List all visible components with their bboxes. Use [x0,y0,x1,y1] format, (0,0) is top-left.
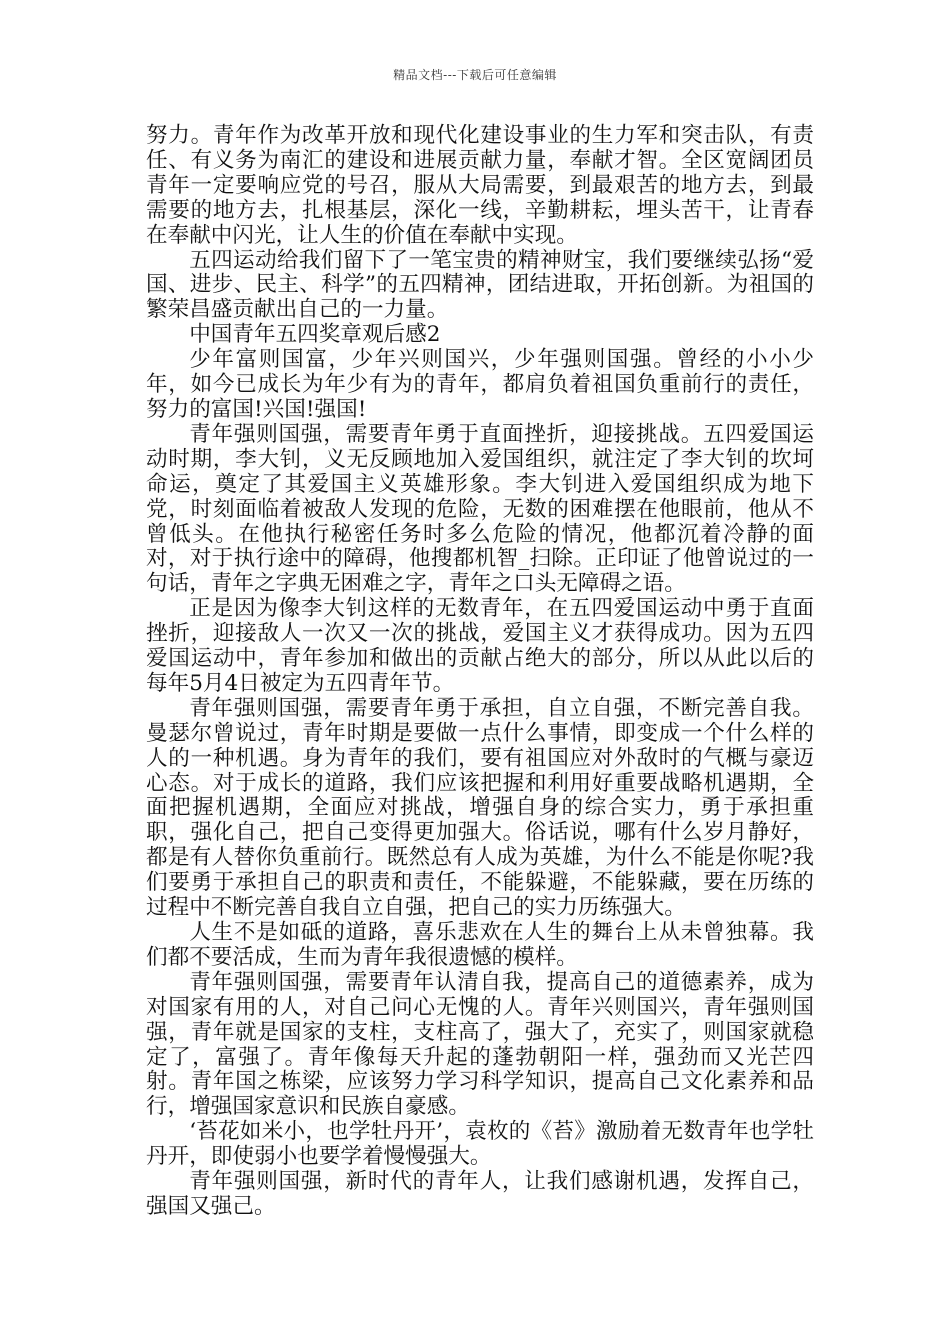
paragraph-7: 青年强则国强，需要青年勇于承担，自立自强，不断完善自我。曼瑟尔曾说过，青年时期是要做一点什么事情，即变成一个什么样的人的一种机遇。身为青年的我们，要有祖国应对外敌时的气概与豪迈心态。对于成长的道路，我们应该把握和利用好重要战略机遇期，全面把握机遇期，全面应对挑战，增强自身的综合实力，勇于承担重职，强化自己，把自己变得更加强大。俗话说，哪有什么岁月静好，都是有人替你负重前行。既然总有人成为英雄，为什么不能是你呢?我们要勇于承担自己的职责和责任，不能躲避，不能躲藏，要在历练的过程中不断完善自我自立自强，把自己的实力历练强大。 [146,695,814,921]
page-header: 精品文档---下载后可任意编辑 [393,68,557,82]
paragraph-6: 正是因为像李大钊这样的无数青年，在五四爱国运动中勇于直面挫折，迎接敌人一次又一次的挑战，爱国主义才获得成功。因为五四爱国运动中，青年参加和做出的贡献占绝大的部分，所以从此以后的每年5月4日被定为五四青年节。 [146,596,814,696]
paragraph-1: 努力。青年作为改革开放和现代化建设事业的生力军和突击队，有责任、有义务为南汇的建设和进展贡献力量，奉献才智。全区宽阔团员青年一定要响应党的号召，服从大局需要，到最艰苦的地方去，到最需要的地方去，扎根基层，深化一线，辛勤耕耘，埋头苦干，让青春在奉献中闪光，让人生的价值在奉献中实现。 [146,123,814,248]
paragraph-10: ‘苔花如米小，也学牡丹开’，袁枚的《苔》激励着无数青年也学牡丹开，即使弱小也要学着慢慢强大。 [146,1119,814,1170]
paragraph-9: 青年强则国强，需要青年认清自我，提高自己的道德素养，成为对国家有用的人，对自己问心无愧的人。青年兴则国兴，青年强则国强，青年就是国家的支柱，支柱高了，强大了，充实了，则国家就稳定了，富强了。青年像每天升起的蓬勃朝阳一样，强劲而又光芒四射。青年国之栋梁，应该努力学习科学知识，提高自己文化素养和品行，增强国家意识和民族自豪感。 [146,969,814,1120]
paragraph-2: 五四运动给我们留下了一笔宝贵的精神财宝，我们要继续弘扬“爱国、进步、民主、科学”的五四精神，团结进取，开拓创新。为祖国的繁荣昌盛贡献出自己的一力量。 [146,247,814,323]
paragraph-11: 青年强则国强，新时代的青年人，让我们感谢机遇，发挥自己，强国又强己。 [146,1169,814,1219]
section-title: 中国青年五四奖章观后感2 [189,322,441,348]
paragraph-4: 少年富则国富，少年兴则国兴，少年强则国强。曾经的小小少年，如今已成长为年少有为的青年，都肩负着祖国负重前行的责任，努力的富国!兴国!强国! [146,347,814,422]
document-body [146,124,814,1220]
paragraph-5: 青年强则国强，需要青年勇于直面挫折，迎接挑战。五四爱国运动时期，李大钊，义无反顾地加入爱国组织，就注定了李大钊的坎坷命运，奠定了其爱国主义英雄形象。李大钊进入爱国组织成为地下党，时刻面临着被敌人发现的危险，无数的困难摆在他眼前，他从不曾低头。在他执行秘密任务时多么危险的情况，他都沉着冷静的面对，对于执行途中的障碍，他搜都机智_扫除。正印证了他曾说过的一句话，青年之字典无困难之字，青年之口头无障碍之语。 [146,421,814,597]
paragraph-8: 人生不是如砥的道路，喜乐悲欢在人生的舞台上从未曾独幕。我们都不要活成，生而为青年我很遗憾的模样。 [146,920,814,970]
